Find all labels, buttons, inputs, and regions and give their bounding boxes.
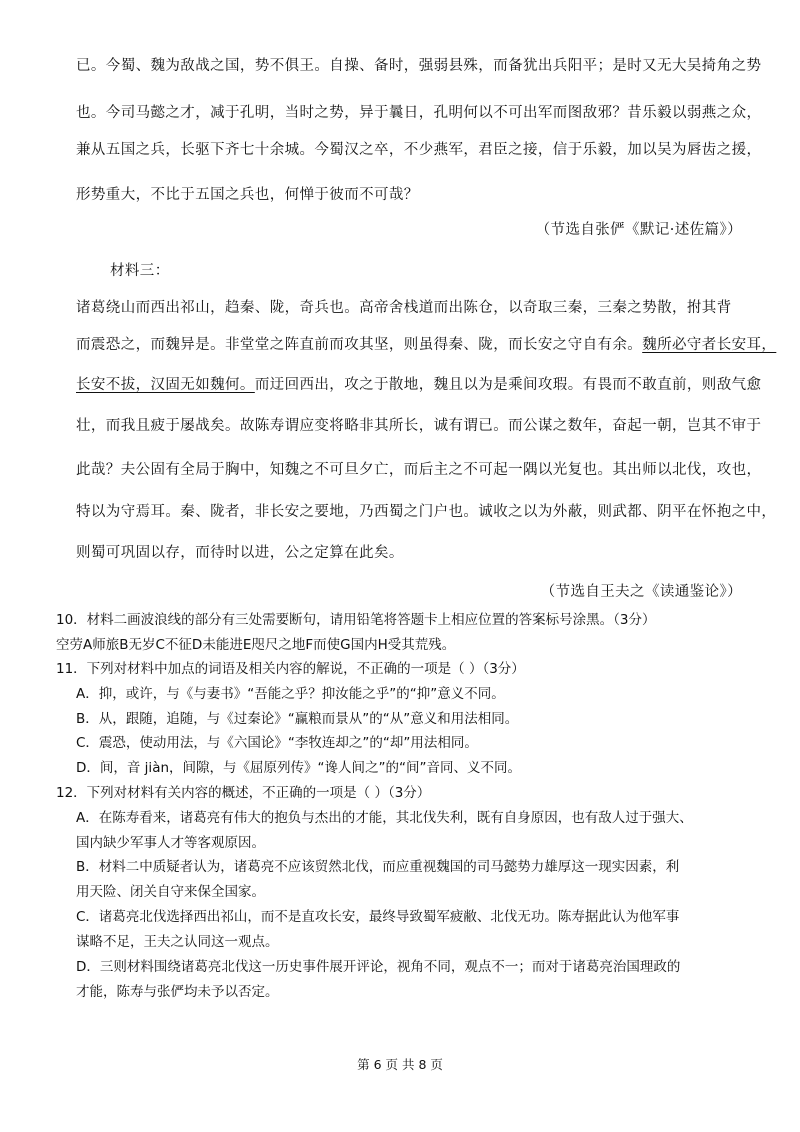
option-c-cont: 谋略不足，王夫之认同这一观点。 [76, 934, 279, 950]
option-c: C．震恐，使动用法，与《六国论》“李牧连却之”的“却”用法相同。 [76, 735, 478, 751]
passage-line: 已。今蜀、魏为敌战之国，势不俱王。自操、备时，强弱县殊，而备犹出兵阳平；是时又无大吴掎角之势 [76, 58, 762, 74]
passage-line: 形势重大，不比于五国之兵也，何惮于彼而不可哉？ [76, 187, 419, 203]
passage-line: 则蜀可巩固以存，而待时以进，公之定算在此矣。 [76, 545, 404, 561]
underlined-text: 长安不拔，汉固无如魏何。 [76, 377, 255, 393]
option-b: B．材料二中质疑者认为，诸葛亮不应该贸然北伐，而应重视魏国的司马懿势力雄厚这一现实因素，利 [76, 859, 680, 875]
passage-line [76, 373, 761, 394]
source-citation: （节选自王夫之《读通鉴论》） [540, 584, 742, 600]
passage-text: 而迂回西出，攻之于散地，魏且以为是乘间攻瑕。有畏而不敢直前，则敌气愈 [254, 377, 762, 393]
option-d: D．三则材料围绕诸葛亮北伐这一历史事件展开评论，视角不同，观点不一；而对于诸葛亮治国理政的 [76, 959, 681, 975]
question-10-text: 空劳A师旅B无岁C不征D未能进E咫尺之地F而使G国内H受其荒残。 [56, 637, 456, 653]
passage-line: 兼从五国之兵，长驱下齐七十余城。今蜀汉之卒，不少燕军，君臣之接，信于乐毅，加以吴为唇齿之援， [76, 142, 762, 158]
option-b: B．从，跟随，追随，与《过秦论》“赢粮而景从”的“从”意义和用法相同。 [76, 711, 519, 727]
passage-line: 也。今司马懿之才，减于孔明，当时之势，异于曩日，孔明何以不可出军而图敌邪？昔乐毅以弱燕之众， [76, 105, 762, 121]
option-d: D．间，音 jiàn，间隙，与《屈原列传》“谗人间之”的“间”音同、义不同。 [76, 760, 521, 776]
question-10: 10．材料二画波浪线的部分有三处需要断句，请用铅笔将答题卡上相应位置的答案标号涂黑。（3分） [56, 612, 656, 628]
question-11: 11．下列对材料中加点的词语及相关内容的解说，不正确的一项是（ ）（3分） [56, 661, 525, 677]
passage-line: 特以为守焉耳。秦、陇者，非长安之要地，乃西蜀之门户也。诚收之以为外蔽，则武都、阴平在怀抱之中， [76, 504, 777, 520]
underlined-text: 魏所必守者长安耳， [642, 337, 777, 353]
option-a: A．抑，或许，与《与妻书》“吾能之乎？抑汝能之乎”的“抑”意义不同。 [76, 686, 505, 702]
question-12: 12．下列对材料有关内容的概述，不正确的一项是（ ）（3分） [56, 785, 431, 801]
option-a: A．在陈寿看来，诸葛亮有伟大的抱负与杰出的才能，其北伐失利，既有自身原因，也有敌人过于强大、 [76, 810, 693, 826]
passage-line: 壮，而我且疲于屡战矣。故陈寿谓应变将略非其所长，诚有谓已。而公谋之数年，奋起一朝，岂其不审于 [76, 418, 762, 434]
option-a-cont: 国内缺少军事人才等客观原因。 [76, 835, 265, 851]
material-heading: 材料三： [110, 263, 170, 279]
passage-line: 诸葛绕山而西出祁山，趋秦、陇，奇兵也。高帝舍栈道而出陈仓，以奇取三秦，三秦之势散，拊其背 [76, 300, 732, 316]
page-number: 第 6 页 共 8 页 [357, 1057, 443, 1072]
option-c: C．诸葛亮北伐选择西出祁山，而不是直攻长安，最终导致蜀军疲敝、北伐无功。陈寿据此认为他军事 [76, 909, 680, 925]
option-d-cont: 才能，陈寿与张俨均未予以否定。 [76, 984, 279, 1000]
source-citation: （节选自张俨《默记·述佐篇》） [535, 222, 742, 238]
passage-line [76, 333, 776, 354]
passage-text: 而震恐之，而魏异是。非堂堂之阵直前而攻其坚，则虽得秦、陇，而长安之守自有余。 [76, 337, 643, 353]
option-b-cont: 用天险、闭关自守来保全国家。 [76, 884, 265, 900]
passage-line: 此哉？夫公固有全局于胸中，知魏之不可旦夕亡，而后主之不可起一隅以光复也。其出师以北伐，攻也， [76, 462, 762, 478]
